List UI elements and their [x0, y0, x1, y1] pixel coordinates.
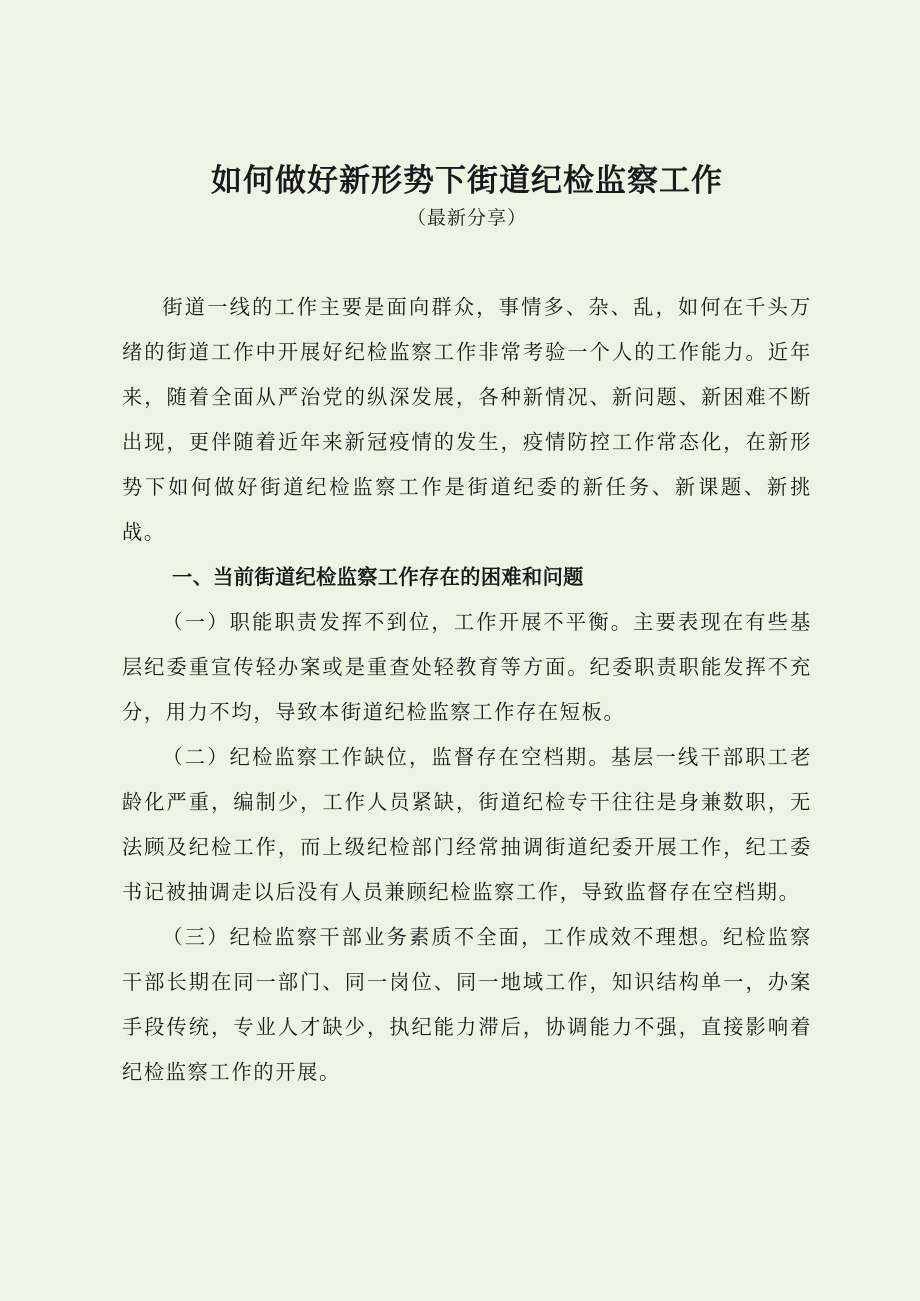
section-heading: 一、当前街道纪检监察工作存在的困难和问题 [172, 565, 584, 589]
document-title: 如何做好新形势下街道纪检监察工作 [211, 163, 723, 199]
intro-paragraph: 街道一线的工作主要是面向群众，事情多、杂、乱，如何在千头万绪的街道工作中开展好纪检监察工作非常考验一个人的工作能力。近年来，随着全面从严治党的纵深发展，各种新情况、新问题、新困难不断出现，更伴随着近年来新冠疫情的发生，疫情防控工作常态化，在新形势下如何做好街道纪检监察工作是街道纪委的新任务、新课题、新挑战。 [122, 295, 812, 544]
section-item-3: （三）纪检监察干部业务素质不全面，工作成效不理想。纪检监察干部长期在同一部门、同一岗位、同一地域工作，知识结构单一，办案手段传统，专业人才缺少，执纪能力滞后，协调能力不强，直接影响着纪检监察工作的开展。 [122, 925, 812, 1084]
document-page [122, 150, 812, 1095]
section-item-2: （二）纪检监察工作缺位，监督存在空档期。基层一线干部职工老龄化严重，编制少，工作人员紧缺，街道纪检专干往往是身兼数职，无法顾及纪检工作，而上级纪检部门经常抽调街道纪委开展工作，纪工委书记被抽调走以后没有人员兼顾纪检监察工作，导致监督存在空档期。 [122, 745, 812, 904]
section-item-1: （一）职能职责发挥不到位，工作开展不平衡。主要表现在有些基层纪委重宣传轻办案或是重查处轻教育等方面。纪委职责职能发挥不充分，用力不均，导致本街道纪检监察工作存在短板。 [122, 610, 812, 724]
document-body [122, 285, 812, 1095]
document-subtitle: （最新分享） [406, 207, 527, 229]
